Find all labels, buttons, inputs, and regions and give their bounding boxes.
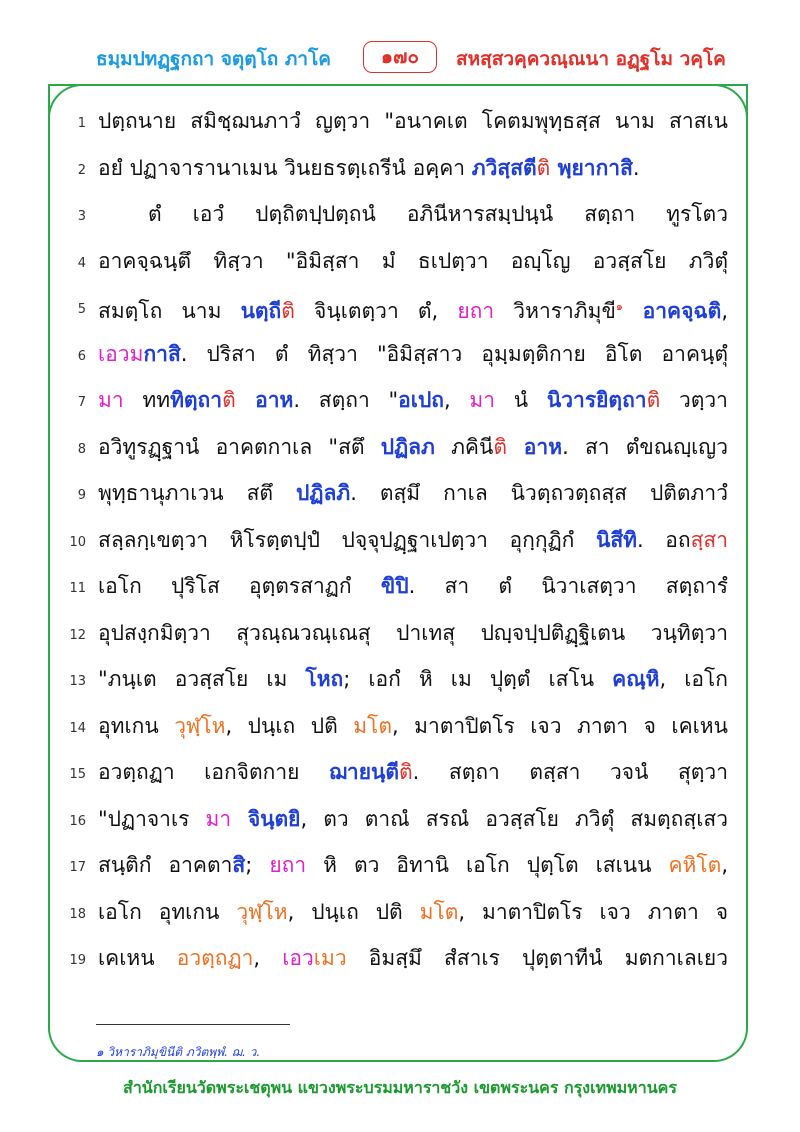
- text-segment: . อถ: [636, 527, 691, 552]
- text-line: [48, 426, 748, 472]
- highlighted-word: อวตฺถฏา: [176, 946, 254, 970]
- highlighted-word: คณฺหิ: [612, 667, 660, 691]
- text-line: [48, 472, 748, 518]
- highlighted-word: ปฏิลภิ: [296, 481, 351, 505]
- highlighted-word: อาห: [235, 388, 294, 412]
- highlighted-word: เอว: [282, 946, 314, 970]
- page-number-badge: ๑๗๐: [363, 41, 437, 73]
- line-text: [98, 246, 728, 276]
- line-number: 7: [77, 395, 86, 410]
- text-segment: ; เอกํ หิ เม ปุตฺตํ เสโน: [343, 667, 613, 691]
- line-number: 19: [69, 953, 86, 968]
- text-segment: อวตฺถฏา เอกจิตกาย: [98, 760, 329, 784]
- text-segment: วตฺวา: [660, 388, 728, 412]
- text-line: [48, 891, 748, 937]
- text-line: [48, 286, 748, 332]
- footer-institution: สำนักเรียนวัดพระเชตุพน แขวงพระบรมมหาราชวัง เขตพระนคร กรุงเทพมหานคร: [123, 1078, 677, 1097]
- highlighted-word: ติ: [281, 299, 295, 323]
- line-text: [98, 478, 728, 508]
- text-segment: ตํ เอวํ ปตฺถิตปฺปตฺถนํ อภินีหารสมฺปนฺนํ สตฺถา ทูรโตว: [148, 202, 728, 226]
- text-segment: , มาตาปิตโร เจว ภาตา จ: [458, 899, 728, 924]
- line-text: [98, 292, 728, 326]
- text-segment: ,: [721, 853, 728, 877]
- text-segment: อวิทูรฏฺฐานํ อาคตกาเล "สตึ: [98, 434, 381, 459]
- line-text: [148, 199, 728, 229]
- header-title-right: สหสฺสวคฺควณฺณนา อฏฺฐโม วคฺโค: [456, 48, 726, 70]
- text-segment: ,: [444, 388, 470, 412]
- text-line: [48, 565, 748, 611]
- text-segment: สมตฺโถ นาม: [98, 299, 241, 323]
- line-text: [98, 897, 728, 927]
- text-line: [48, 333, 748, 379]
- footnote: ๑ วิหาราภิมุขินีติ ภวิตพฺพํ. ฌ. ว.: [96, 1045, 261, 1059]
- line-number: 8: [77, 441, 86, 457]
- text-line: [48, 658, 748, 704]
- text-segment: . สตฺถา ตสฺสา วจนํ สุตฺวา: [412, 760, 728, 784]
- highlighted-word: ๑: [615, 300, 623, 313]
- highlighted-word: นิสีทิ: [595, 527, 637, 552]
- line-text: [98, 618, 728, 648]
- text-segment: "ภนฺเต อวสฺสโย เม: [98, 667, 306, 691]
- text-segment: . ปริสา ตํ ทิสฺวา "อิมิสฺสาว อุมฺมตฺติกาย อิโต อาคนฺตุํ: [180, 341, 728, 366]
- line-text: [98, 757, 728, 787]
- line-number: 11: [69, 581, 86, 596]
- line-number: 18: [69, 906, 86, 922]
- highlighted-word: มา: [205, 806, 232, 831]
- line-number: 15: [69, 767, 86, 782]
- text-line: [48, 937, 748, 983]
- highlighted-word: ติ: [493, 434, 507, 459]
- highlighted-word: กาสิ: [143, 341, 181, 366]
- highlighted-word: มโต: [353, 713, 392, 738]
- highlighted-word: โหถ: [305, 667, 344, 691]
- text-line: [48, 705, 748, 751]
- line-number: 16: [69, 813, 86, 829]
- line-text: [98, 106, 728, 136]
- highlighted-word: อาห: [506, 434, 563, 459]
- text-segment: , ตว ตาณํ สรณํ อวสฺสโย ภวิตุํ สมตฺถสฺเสว: [300, 806, 728, 831]
- line-number: 17: [69, 860, 86, 875]
- text-segment: , มาตาปิตโร เจว ภาตา จ เคเหน: [391, 713, 728, 738]
- line-number: 6: [77, 348, 86, 364]
- line-number: 4: [77, 255, 86, 271]
- highlighted-word: อเปถ: [398, 388, 444, 412]
- text-segment: "ปฏาจาเร: [98, 806, 206, 831]
- text-segment: เอโก ปุริโส อุตฺตรสาฏกํ: [98, 574, 381, 598]
- text-segment: ,: [253, 946, 283, 970]
- highlighted-word: ติ: [222, 388, 236, 412]
- text-segment: . สา ตํ นิวาเสตฺวา สตฺถารํ: [408, 574, 728, 598]
- line-number: 3: [77, 209, 86, 224]
- highlighted-word: ทิตฺถา: [170, 388, 223, 412]
- text-segment: , เอโก: [659, 667, 729, 691]
- text-segment: สลฺลกฺเขตฺวา หิโรตฺตปฺปํ ปจฺจุปฏฺฐาเปตฺวา อุกฺกุฏิกํ: [98, 527, 596, 552]
- highlighted-word: ฌายนฺตี: [328, 760, 400, 784]
- line-number: 10: [69, 534, 86, 550]
- highlighted-word: ปฏิลภ: [380, 434, 435, 459]
- text-segment: , ปนฺเถ ปติ: [225, 713, 354, 738]
- highlighted-word: ยถา: [457, 299, 495, 323]
- highlighted-word: มโต: [419, 899, 459, 924]
- text-segment: จินฺเตตฺวา ตํ,: [294, 299, 458, 323]
- text-segment: อาคจฺฉนฺตึ ทิสฺวา "อิมิสฺสา มํ ธเปตฺวา อญฺโญ อวสฺสโย ภวิตุํ: [98, 248, 728, 273]
- highlighted-word: ยถา: [269, 853, 307, 877]
- line-text: [98, 664, 728, 694]
- line-text: [98, 571, 728, 601]
- highlighted-word: คหิโต: [668, 853, 722, 877]
- highlighted-word: เมว: [313, 946, 347, 970]
- highlighted-word: ติ: [646, 388, 661, 412]
- line-text: [98, 339, 728, 369]
- line-text: [98, 525, 728, 555]
- line-text: [98, 153, 728, 183]
- highlighted-word: เอวม: [98, 341, 144, 366]
- highlighted-word: มา: [98, 388, 124, 412]
- line-number: 5: [77, 302, 86, 317]
- text-segment: . สตฺถา ": [293, 388, 399, 412]
- footnote-divider: [96, 1024, 290, 1025]
- line-number: 13: [69, 674, 86, 689]
- text-segment: ,: [721, 299, 729, 323]
- highlighted-word: พฺยากาสิ: [550, 155, 633, 180]
- highlighted-word: นตฺถี: [240, 299, 282, 323]
- text-line: [48, 844, 748, 890]
- text-line: [48, 751, 748, 797]
- text-segment: . สา ตํขณญฺเญว: [562, 434, 728, 459]
- text-segment: เอโก อุทเกน: [98, 899, 237, 924]
- text-segment: ปตฺถนาย สมิชฺฌนภาวํ ญตฺวา "อนาคเต โคตมพุทฺธสฺส นาม สาสเน: [98, 109, 728, 133]
- text-segment: วิหาราภิมุขี: [494, 299, 616, 323]
- line-text: [98, 943, 728, 973]
- highlighted-word: ติ: [399, 760, 413, 784]
- line-text: [98, 385, 728, 415]
- text-line: [48, 100, 748, 146]
- line-number: 1: [77, 116, 86, 131]
- line-number: 2: [77, 162, 86, 178]
- line-number: 9: [77, 488, 86, 503]
- text-line: [48, 193, 748, 239]
- text-segment: อยํ ปฏาจารานาเมน วินยธรตฺเถรีนํ อคฺคา: [98, 155, 472, 180]
- highlighted-word: ขิปิ: [380, 574, 409, 598]
- header-title-left: ธมฺมปทฏฺฐกถา จตุตฺโถ ภาโค: [96, 48, 332, 70]
- text-segment: . ตสฺมึ กาเล นิวตฺถวตฺถสฺส ปติตภาวํ: [350, 481, 728, 505]
- highlighted-word: วุฬฺโห: [236, 899, 288, 924]
- text-segment: ;: [245, 853, 270, 877]
- text-line: [48, 147, 748, 193]
- highlighted-word: สิ: [232, 853, 246, 877]
- line-number: 12: [69, 627, 86, 643]
- highlighted-word: มา: [469, 388, 496, 412]
- text-line: [48, 519, 748, 565]
- text-segment: อิมสฺมึ สํสาเร ปุตฺตาทีนํ มตกาเลเยว: [346, 946, 729, 970]
- text-line: [48, 798, 748, 844]
- highlighted-word: วุฬฺโห: [174, 713, 226, 738]
- highlighted-word: สฺสา: [690, 527, 728, 552]
- highlighted-word: อาคจฺฉติ: [622, 299, 722, 323]
- text-segment: หิ ตว อิทานิ เอโก ปุตฺโต เสเนน: [306, 853, 669, 877]
- text-line: [48, 240, 748, 286]
- line-text: [98, 804, 728, 834]
- line-text: [98, 432, 728, 462]
- highlighted-word: จินฺตยิ: [231, 806, 301, 831]
- highlighted-word: ภวิสฺสตี: [471, 155, 537, 180]
- text-segment: .: [632, 155, 640, 180]
- text-segment: ภคินี: [434, 434, 494, 459]
- text-segment: , ปนฺเถ ปติ: [287, 899, 420, 924]
- text-segment: นํ: [495, 388, 547, 412]
- highlighted-word: ติ: [536, 155, 551, 180]
- highlighted-word: นิวารยิตฺถา: [546, 388, 647, 412]
- text-segment: สนฺติกํ อาคตา: [98, 853, 233, 877]
- line-number: 14: [69, 720, 86, 736]
- line-text: [98, 711, 728, 741]
- text-line: [48, 612, 748, 658]
- text-segment: พุทฺธานุภาเวน สตึ: [98, 481, 297, 505]
- text-segment: เคเหน: [98, 946, 177, 970]
- text-line: [48, 379, 748, 425]
- text-segment: ทท: [123, 388, 171, 412]
- line-text: [98, 850, 728, 880]
- text-segment: อุปสงฺกมิตฺวา สุวณฺณวณฺเณสุ ปาเทสุ ปญฺจปฺปติฏฺฐิเตน วนฺทิตฺวา: [98, 620, 728, 645]
- text-segment: อุทเกน: [98, 713, 175, 738]
